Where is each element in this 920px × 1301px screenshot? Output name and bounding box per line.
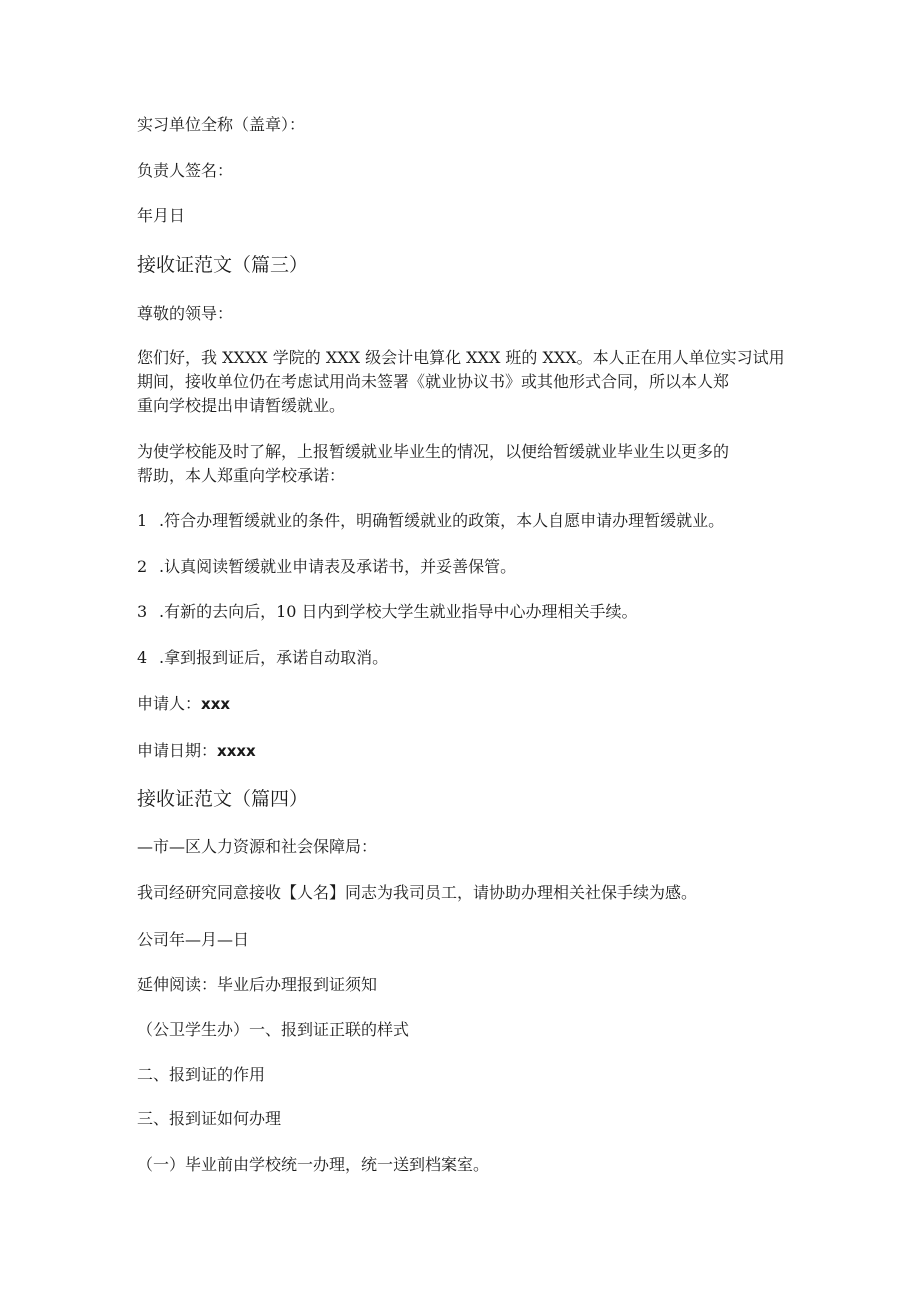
- list-item: [137, 510, 724, 532]
- section3-para1-line2: 期间，接收单位仍在考虑试用尚未签署《就业协议书》或其他形式合同，所以本人郑: [137, 372, 730, 391]
- list-item-text: .认真阅读暂缓就业申请表及承诺书，并妥善保管。: [159, 557, 517, 576]
- section3-heading: 接收证范文（篇三）: [137, 254, 309, 276]
- applicant-label: 申请人：: [137, 694, 202, 713]
- apply-date-value: xxxx: [217, 742, 256, 760]
- applicant-line: [137, 693, 777, 715]
- list-item-number: 2: [137, 557, 148, 576]
- section4-body: 我司经研究同意接收【人名】同志为我司员工，请协助办理相关社保手续为感。: [137, 883, 698, 902]
- list-item: [137, 647, 388, 669]
- list-item-text: .有新的去向后，10 日内到学校大学生就业指导中心办理相关手续。: [159, 602, 638, 621]
- list-item-number: 4: [137, 648, 148, 667]
- section3-salutation: 尊敬的领导：: [137, 304, 234, 323]
- extended-reading: 延伸阅读：毕业后办理报到证须知: [137, 975, 378, 994]
- section4-heading: 接收证范文（篇四）: [137, 788, 309, 810]
- date-line: 年月日: [137, 206, 186, 225]
- apply-date-label: 申请日期：: [137, 741, 218, 760]
- point-3: 三、报到证如何办理: [137, 1109, 282, 1128]
- list-item: [137, 556, 516, 578]
- list-item-text: .符合办理暂缓就业的条件，明确暂缓就业的政策，本人自愿申请办理暂缓就业。: [159, 511, 725, 530]
- list-item-number: 1: [137, 511, 148, 530]
- list-item: [137, 601, 638, 623]
- unit-name-line: 实习单位全称（盖章）：: [137, 115, 306, 134]
- applicant-value: xxx: [201, 695, 231, 713]
- point-2: 二、报到证的作用: [137, 1065, 266, 1084]
- person-sign-line: 负责人签名：: [137, 161, 234, 180]
- point-3-1: （一）毕业前由学校统一办理，统一送到档案室。: [137, 1155, 490, 1174]
- section3-para2-line2: 帮助，本人郑重向学校承诺：: [137, 466, 346, 485]
- section3-para2-line1: 为使学校能及时了解，上报暂缓就业毕业生的情况，以便给暂缓就业毕业生以更多的: [137, 442, 730, 461]
- section4-salutation: —市—区人力资源和社会保障局：: [137, 837, 378, 856]
- section3-para1-line1: 您们好，我 XXXX 学院的 XXX 级会计电算化 XXX 班的 XXX。本人正在用人单位实习试用: [137, 348, 785, 367]
- section4-sign: 公司年—月—日: [137, 930, 250, 949]
- list-item-text: .拿到报到证后，承诺自动取消。: [159, 648, 389, 667]
- section3-para1-line3: 重向学校提出申请暂缓就业。: [137, 396, 346, 415]
- apply-date-line: [137, 740, 777, 762]
- point-1: （公卫学生办）一、报到证正联的样式: [137, 1020, 410, 1039]
- list-item-number: 3: [137, 602, 148, 621]
